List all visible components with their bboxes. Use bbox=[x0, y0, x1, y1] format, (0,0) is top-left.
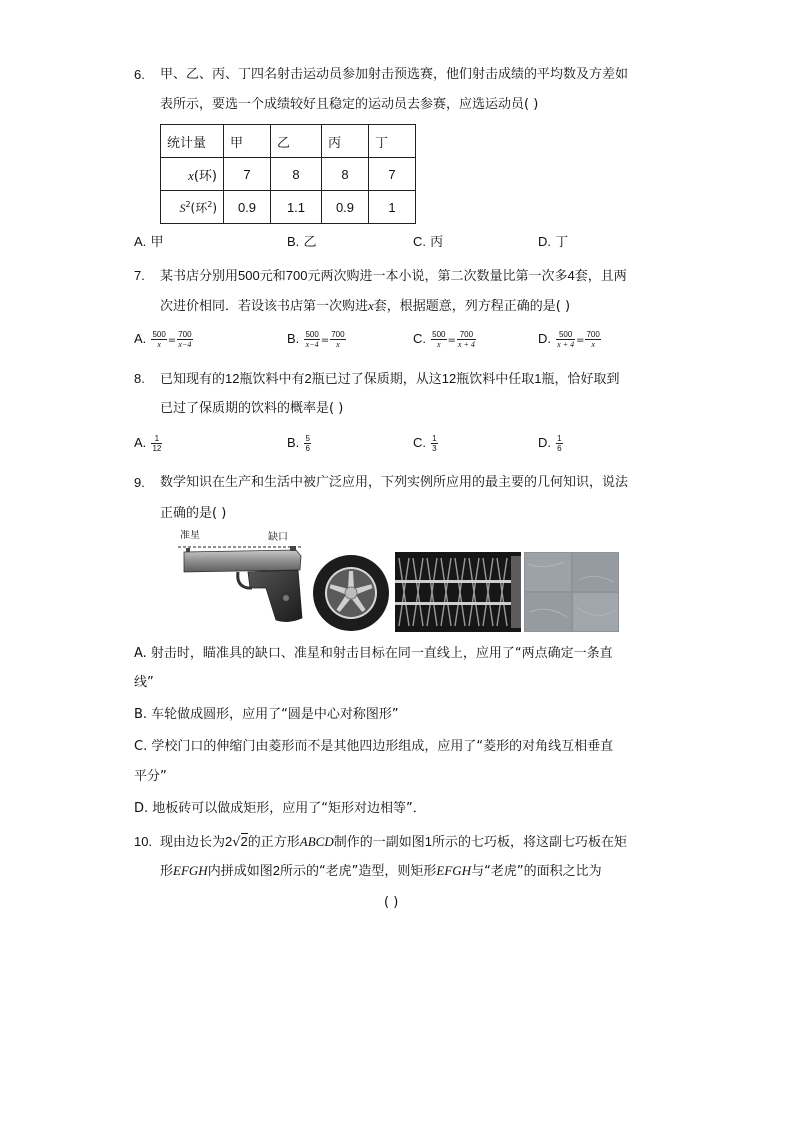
floor-tiles-icon bbox=[524, 552, 619, 632]
table-header-cell: 甲 bbox=[224, 125, 271, 158]
q8-option-d[interactable]: D. $\frac{1}{6}$ bbox=[538, 434, 562, 453]
folding-gate-image bbox=[395, 552, 521, 632]
q10-answer-bracket: ( ) bbox=[384, 895, 399, 910]
q10-number: 10. bbox=[134, 834, 153, 849]
q9-option-c-line1[interactable]: C. 学校门口的伸缩门由菱形而不是其他四边形组成，应用了“菱形的对角线互相垂直 bbox=[134, 739, 614, 754]
q6-text-line1: 甲、乙、丙、丁四名射击运动员参加射击预选赛，他们射击成绩的平均数及方差如 bbox=[160, 67, 629, 82]
q6-text-line2: 表所示，要选一个成绩较好且稳定的运动员去参赛，应选运动员( ) bbox=[160, 97, 539, 112]
q9-option-c-line2: 平分” bbox=[134, 769, 167, 784]
q8-number: 8. bbox=[134, 371, 145, 386]
q9-text-line2: 正确的是( ) bbox=[160, 506, 227, 521]
q8-text-line1: 已知现有的12瓶饮料中有2瓶已过了保质期，从这12瓶饮料中任取1瓶，恰好取到 bbox=[160, 371, 620, 387]
q6-stats-table bbox=[160, 124, 416, 224]
table-cell: 7 bbox=[224, 158, 271, 191]
q7-option-d[interactable]: D. $\frac{500}{x + 4}$ = $\frac{700}{x}$ bbox=[538, 330, 600, 349]
notch-label: 缺口 bbox=[268, 532, 288, 543]
table-cell: 1 bbox=[369, 191, 416, 224]
table-header-cell: 乙 bbox=[271, 125, 322, 158]
q7-option-c[interactable]: C. $\frac{500}{x}$ = $\frac{700}{x + 4}$ bbox=[413, 330, 475, 349]
wheel-image bbox=[310, 553, 392, 632]
q7-text-line2: 次进价相同．若设该书店第一次购进x套，根据题意，列方程正确的是( ) bbox=[160, 298, 571, 314]
table-cell: 8 bbox=[271, 158, 322, 191]
q7-number: 7. bbox=[134, 268, 145, 283]
table-cell: 1.1 bbox=[271, 191, 322, 224]
mean-row-label: x(环) bbox=[161, 158, 224, 191]
q9-option-b[interactable]: B. 车轮做成圆形，应用了“圆是中心对称图形” bbox=[134, 707, 399, 722]
q8-option-a[interactable]: A. $\frac{1}{12}$ bbox=[134, 434, 162, 453]
folding-gate-icon bbox=[395, 552, 521, 632]
floor-tiles-image bbox=[524, 552, 619, 632]
table-cell: 0.9 bbox=[322, 191, 369, 224]
q7-option-a[interactable]: A. $\frac{500}{x}$ = $\frac{700}{x-4}$ bbox=[134, 330, 192, 349]
front-sight-label: 准星 bbox=[180, 530, 200, 541]
table-cell: 8 bbox=[322, 158, 369, 191]
table-header-row bbox=[161, 125, 416, 158]
pistol-image bbox=[178, 530, 308, 632]
pistol-icon bbox=[178, 530, 308, 632]
q10-text-line1: 现由边长为2√2的正方形ABCD制作的一副如图1所示的七巧板，将这副七巧板在矩 bbox=[160, 834, 628, 850]
table-row-mean bbox=[161, 158, 416, 191]
q8-text-line2: 已过了保质期的饮料的概率是( ) bbox=[160, 401, 344, 416]
q6-option-c[interactable]: C. 丙 bbox=[413, 234, 444, 250]
table-header-cell: 丁 bbox=[369, 125, 416, 158]
table-row-variance bbox=[161, 191, 416, 224]
q9-option-a-line1[interactable]: A. 射击时，瞄准具的缺口、准星和射击目标在同一直线上，应用了“两点确定一条直 bbox=[134, 646, 613, 661]
q6-number: 6. bbox=[134, 67, 145, 82]
q6-option-d[interactable]: D. 丁 bbox=[538, 234, 569, 250]
table-header-cell: 统计量 bbox=[161, 125, 224, 158]
q8-option-c[interactable]: C. $\frac{1}{3}$ bbox=[413, 434, 437, 453]
q8-option-b[interactable]: B. $\frac{5}{6}$ bbox=[287, 434, 310, 453]
q9-option-a-line2: 线” bbox=[134, 675, 154, 690]
q6-option-a[interactable]: A. 甲 bbox=[134, 234, 164, 250]
q9-option-d[interactable]: D. 地板砖可以做成矩形，应用了“矩形对边相等”． bbox=[134, 801, 426, 816]
q6-option-b[interactable]: B. 乙 bbox=[287, 234, 317, 250]
variance-row-label: $S^2$(环$^2$) bbox=[161, 191, 224, 224]
table-header-cell: 丙 bbox=[322, 125, 369, 158]
wheel-icon bbox=[310, 553, 392, 632]
q9-text-line1: 数学知识在生产和生活中被广泛应用，下列实例所应用的最主要的几何知识，说法 bbox=[160, 475, 629, 490]
q7-option-b[interactable]: B. $\frac{500}{x-4}$ = $\frac{700}{x}$ bbox=[287, 330, 345, 349]
q10-text-line2: 形EFGH内拼成如图2所示的“老虎”造型，则矩形EFGH与“老虎”的面积之比为 bbox=[160, 863, 602, 879]
table-cell: 7 bbox=[369, 158, 416, 191]
q7-text-line1: 某书店分别用500元和700元两次购进一本小说，第二次数量比第一次多4套，且两 bbox=[160, 268, 627, 284]
q9-number: 9. bbox=[134, 475, 145, 490]
table-cell: 0.9 bbox=[224, 191, 271, 224]
